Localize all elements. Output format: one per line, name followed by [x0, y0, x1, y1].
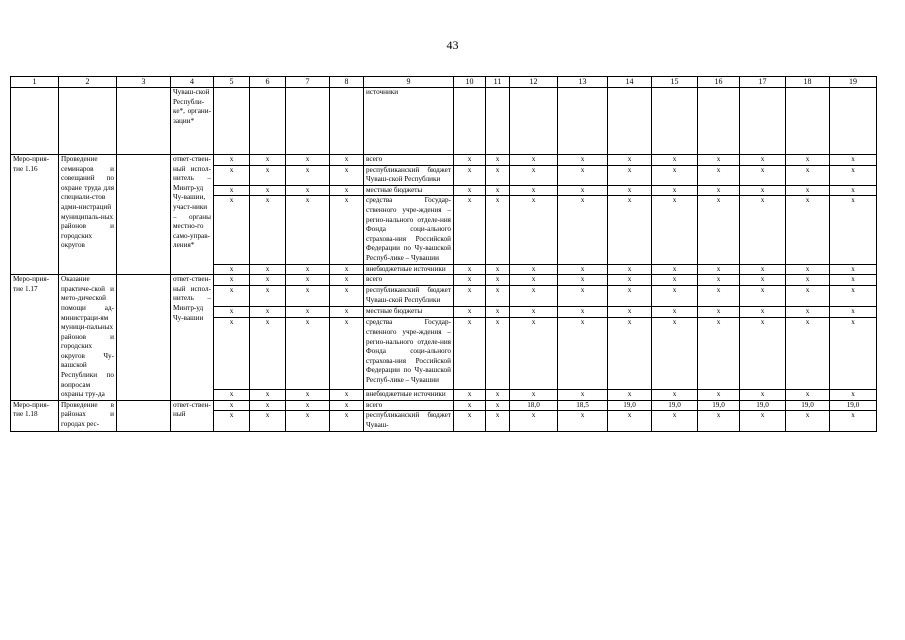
value-cell: x [454, 286, 486, 307]
code-cell: x [330, 185, 364, 196]
code-cell: x [214, 185, 250, 196]
code-cell: x [286, 155, 330, 166]
code-cell: x [214, 264, 250, 275]
value-cell: x [486, 286, 510, 307]
col-header: 16 [698, 77, 740, 88]
value-cell: x [486, 185, 510, 196]
value-cell: x [652, 196, 698, 264]
value-cell: x [454, 400, 486, 411]
value-cell: x [830, 275, 877, 286]
value-cell: x [698, 165, 740, 185]
value-cell: x [652, 185, 698, 196]
col-header: 9 [364, 77, 454, 88]
value-cell: x [740, 286, 786, 307]
funding-source: местные бюджеты [364, 185, 454, 196]
value-cell: x [830, 185, 877, 196]
value-cell: x [830, 411, 877, 431]
code-cell: x [250, 155, 286, 166]
table-row [11, 275, 877, 286]
program-table [10, 76, 877, 432]
value-cell: x [698, 196, 740, 264]
value-cell: x [510, 155, 558, 166]
code-cell: x [250, 165, 286, 185]
value-cell: x [786, 411, 830, 431]
code-cell: x [250, 286, 286, 307]
funding-source: всего [364, 400, 454, 411]
value-cell: x [608, 264, 652, 275]
value-cell: x [486, 411, 510, 431]
value-cell: x [786, 196, 830, 264]
value-cell: 18,0 [510, 400, 558, 411]
value-cell: 19,0 [786, 400, 830, 411]
code-cell: x [250, 185, 286, 196]
value-cell: x [510, 389, 558, 400]
code-cell: x [250, 400, 286, 411]
value-cell: x [608, 275, 652, 286]
code-cell: x [330, 389, 364, 400]
col-header: 13 [558, 77, 608, 88]
value-cell: x [652, 318, 698, 389]
value-cell: x [786, 275, 830, 286]
continuation-row [11, 88, 877, 155]
value-cell: x [558, 286, 608, 307]
value-cell: x [558, 275, 608, 286]
column-numbers-row [11, 77, 877, 88]
value-cell: x [486, 264, 510, 275]
value-cell: x [510, 196, 558, 264]
code-cell: x [330, 411, 364, 431]
col-header: 6 [250, 77, 286, 88]
value-cell: x [510, 411, 558, 431]
value-cell: x [652, 275, 698, 286]
value-cell: x [510, 307, 558, 318]
code-cell: x [214, 318, 250, 389]
value-cell: x [558, 307, 608, 318]
col-header: 2 [59, 77, 117, 88]
code-cell: x [330, 286, 364, 307]
value-cell: x [698, 264, 740, 275]
value-cell: x [608, 307, 652, 318]
code-cell: x [330, 318, 364, 389]
funding-source: средства Государ-ственного учре-ждения – регио-нального отделе-ния Фонда соци-ального страхова-ния Российской Федерации по Чу-вашской Респуб-лике – Чувашии [364, 318, 454, 389]
code-cell: x [286, 185, 330, 196]
executor-cell: Чуваш-ской Республи-ке*, органи-зации* [171, 88, 214, 155]
col-header: 7 [286, 77, 330, 88]
value-cell: x [486, 275, 510, 286]
value-cell: x [454, 411, 486, 431]
code-cell: x [330, 196, 364, 264]
value-cell: x [454, 318, 486, 389]
measure-executor: ответ-ствен-ный [171, 400, 214, 431]
measure-name: Проведение в районах и городах рес- [59, 400, 117, 431]
measure-code: Меро-прия-тие 1.18 [11, 400, 59, 431]
code-cell: x [330, 275, 364, 286]
code-cell: x [214, 389, 250, 400]
value-cell: x [652, 165, 698, 185]
col-header: 11 [486, 77, 510, 88]
value-cell: x [652, 411, 698, 431]
col-header: 14 [608, 77, 652, 88]
value-cell: x [608, 318, 652, 389]
code-cell: x [286, 411, 330, 431]
table-row [11, 400, 877, 411]
funding-source: всего [364, 275, 454, 286]
col-header: 3 [117, 77, 171, 88]
code-cell: x [286, 165, 330, 185]
value-cell: 19,0 [652, 400, 698, 411]
code-cell: x [214, 400, 250, 411]
value-cell: x [786, 307, 830, 318]
funding-source: внебюджетные источники [364, 389, 454, 400]
code-cell: x [250, 307, 286, 318]
col-header: 1 [11, 77, 59, 88]
table-row [11, 155, 877, 166]
col-header: 12 [510, 77, 558, 88]
value-cell: x [510, 275, 558, 286]
measure-name: Проведение семинаров и совещаний по охране труда для специали-стов адми-нистраций муниципаль-ных районов и городских округов [59, 155, 117, 275]
funding-source: республиканский бюджет Чуваш- [364, 411, 454, 431]
measure-1-18 [11, 400, 877, 431]
code-cell: x [214, 275, 250, 286]
value-cell: x [454, 264, 486, 275]
measure-code: Меро-прия-тие 1.16 [11, 155, 59, 275]
code-cell: x [286, 286, 330, 307]
value-cell: x [698, 411, 740, 431]
value-cell: x [698, 389, 740, 400]
funding-source: всего [364, 155, 454, 166]
column-3-cell [117, 155, 171, 275]
value-cell: x [608, 286, 652, 307]
col-header: 10 [454, 77, 486, 88]
value-cell: x [652, 286, 698, 307]
value-cell: x [454, 185, 486, 196]
value-cell: x [786, 165, 830, 185]
page-number: 43 [446, 38, 459, 52]
value-cell: x [558, 318, 608, 389]
value-cell: x [698, 286, 740, 307]
value-cell: x [830, 196, 877, 264]
value-cell: x [740, 318, 786, 389]
value-cell: x [830, 264, 877, 275]
value-cell: x [830, 318, 877, 389]
funding-source: республиканский бюджет Чуваш-ской Республики [364, 165, 454, 185]
code-cell: x [330, 264, 364, 275]
value-cell: x [830, 307, 877, 318]
code-cell: x [286, 196, 330, 264]
value-cell: x [740, 275, 786, 286]
measure-1-16 [11, 155, 877, 275]
value-cell: x [454, 165, 486, 185]
value-cell: x [558, 264, 608, 275]
value-cell: x [608, 411, 652, 431]
code-cell: x [330, 400, 364, 411]
measure-executor: ответ-ствен-ный испол-нитель – Минтр-уд Чу-вашии [171, 275, 214, 401]
value-cell: x [740, 185, 786, 196]
funding-source: внебюджетные источники [364, 264, 454, 275]
value-cell: x [652, 264, 698, 275]
value-cell: x [830, 389, 877, 400]
value-cell: x [486, 196, 510, 264]
col-header: 19 [830, 77, 877, 88]
value-cell: x [740, 155, 786, 166]
value-cell: x [786, 155, 830, 166]
value-cell: x [510, 264, 558, 275]
value-cell: 18,5 [558, 400, 608, 411]
value-cell: x [486, 165, 510, 185]
value-cell: x [740, 264, 786, 275]
value-cell: x [740, 196, 786, 264]
value-cell: x [486, 318, 510, 389]
value-cell: x [830, 155, 877, 166]
value-cell: x [830, 165, 877, 185]
value-cell: x [510, 286, 558, 307]
col-header: 15 [652, 77, 698, 88]
value-cell: x [786, 264, 830, 275]
value-cell: x [698, 185, 740, 196]
value-cell: x [608, 165, 652, 185]
value-cell: x [558, 196, 608, 264]
col-header: 17 [740, 77, 786, 88]
code-cell: x [286, 400, 330, 411]
value-cell: x [786, 286, 830, 307]
value-cell: x [608, 155, 652, 166]
value-cell: 19,0 [608, 400, 652, 411]
code-cell: x [330, 307, 364, 318]
code-cell: x [214, 165, 250, 185]
funding-source: средства Государ-ственного учре-ждения – регио-нального отделе-ния Фонда соци-ального страхова-ния Российской Федерации по Чу-вашской Респуб-лике – Чувашии [364, 196, 454, 264]
measure-code: Меро-прия-тие 1.17 [11, 275, 59, 401]
measure-1-17 [11, 275, 877, 401]
value-cell: x [558, 185, 608, 196]
code-cell: x [250, 389, 286, 400]
value-cell: x [454, 307, 486, 318]
value-cell: x [608, 389, 652, 400]
value-cell: x [608, 196, 652, 264]
code-cell: x [250, 264, 286, 275]
code-cell: x [330, 165, 364, 185]
funding-source: республиканский бюджет Чуваш-ской Республики [364, 286, 454, 307]
value-cell: x [486, 307, 510, 318]
value-cell: x [608, 185, 652, 196]
code-cell: x [250, 411, 286, 431]
code-cell: x [214, 411, 250, 431]
value-cell: x [698, 275, 740, 286]
code-cell: x [286, 307, 330, 318]
value-cell: x [652, 389, 698, 400]
col-header: 8 [330, 77, 364, 88]
column-3-cell [117, 275, 171, 401]
code-cell: x [250, 318, 286, 389]
value-cell: x [558, 389, 608, 400]
code-cell: x [286, 318, 330, 389]
code-cell: x [286, 264, 330, 275]
value-cell: x [510, 318, 558, 389]
value-cell: x [740, 411, 786, 431]
value-cell: x [698, 307, 740, 318]
funding-source: местные бюджеты [364, 307, 454, 318]
value-cell: x [454, 155, 486, 166]
value-cell: x [698, 318, 740, 389]
value-cell: x [486, 400, 510, 411]
code-cell: x [214, 307, 250, 318]
value-cell: x [740, 389, 786, 400]
code-cell: x [330, 155, 364, 166]
value-cell: x [486, 155, 510, 166]
code-cell: x [286, 389, 330, 400]
code-cell: x [214, 155, 250, 166]
value-cell: 19,0 [698, 400, 740, 411]
value-cell: x [558, 411, 608, 431]
value-cell: x [486, 389, 510, 400]
value-cell: x [652, 155, 698, 166]
value-cell: x [786, 389, 830, 400]
code-cell: x [250, 196, 286, 264]
value-cell: x [454, 275, 486, 286]
value-cell: x [740, 165, 786, 185]
value-cell: x [786, 318, 830, 389]
value-cell: x [454, 389, 486, 400]
code-cell: x [286, 275, 330, 286]
value-cell: 19,0 [830, 400, 877, 411]
col-header: 18 [786, 77, 830, 88]
code-cell: x [250, 275, 286, 286]
code-cell: x [214, 286, 250, 307]
col-header: 4 [171, 77, 214, 88]
value-cell: x [558, 155, 608, 166]
value-cell: x [830, 286, 877, 307]
value-cell: x [786, 185, 830, 196]
measure-executor: ответ-ствен-ный испол-нитель – Минтр-уд Чу-вашии, участ-ники – органы местно-го само-управ-ления* [171, 155, 214, 275]
code-cell: x [214, 196, 250, 264]
value-cell: x [740, 307, 786, 318]
value-cell: x [652, 307, 698, 318]
value-cell: 19,0 [740, 400, 786, 411]
source-cell: источники [364, 88, 454, 155]
measure-name: Оказание практиче-ской и мето-дической помощи ад-министраци-ям муници-пальных районов и городских округов Чу-вашской Республики по вопросам охраны тру-да [59, 275, 117, 401]
value-cell: x [510, 185, 558, 196]
value-cell: x [698, 155, 740, 166]
value-cell: x [454, 196, 486, 264]
column-3-cell [117, 400, 171, 431]
value-cell: x [558, 165, 608, 185]
col-header: 5 [214, 77, 250, 88]
value-cell: x [510, 165, 558, 185]
